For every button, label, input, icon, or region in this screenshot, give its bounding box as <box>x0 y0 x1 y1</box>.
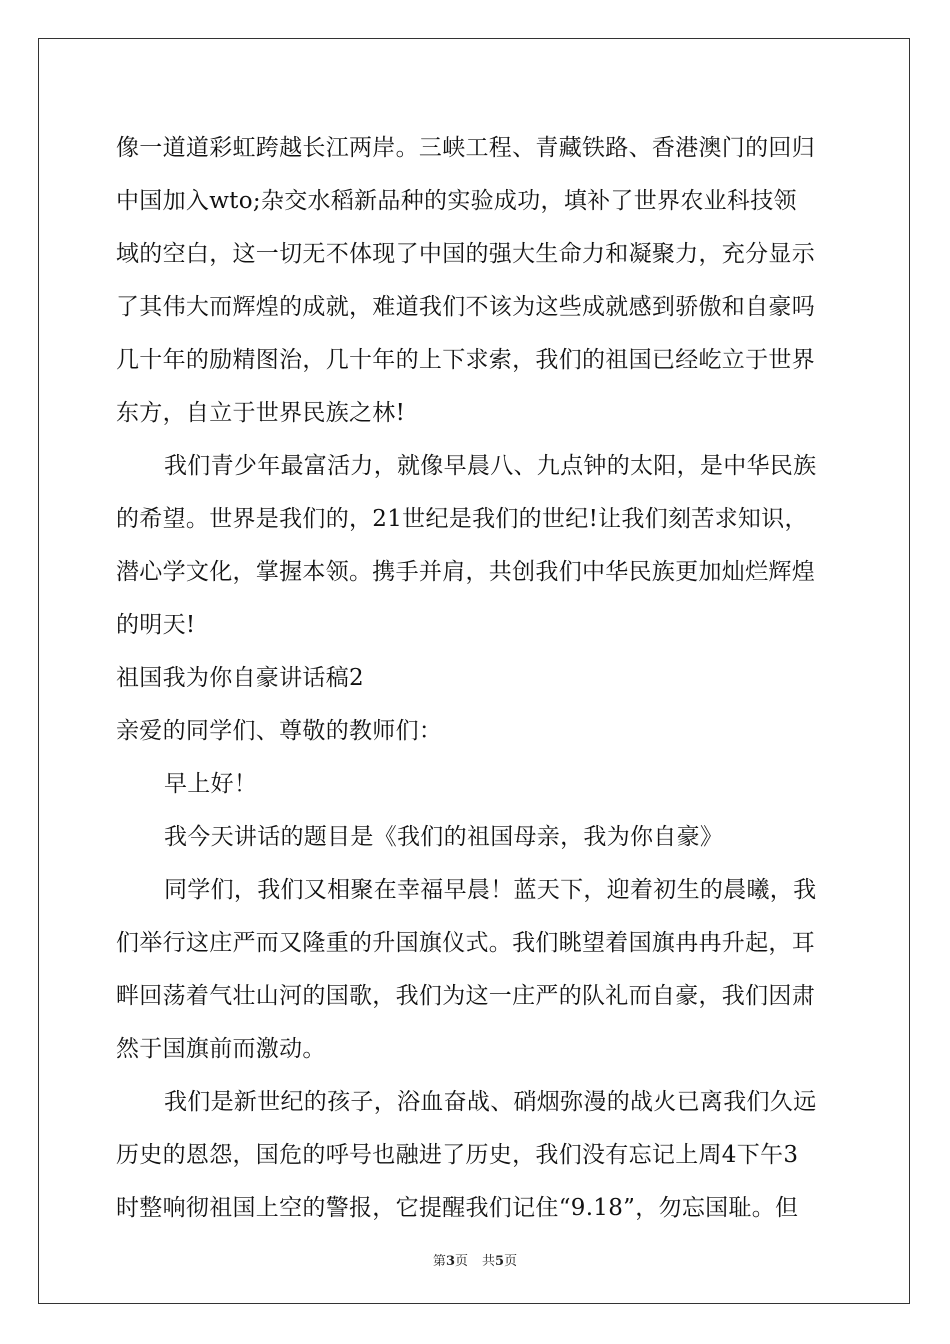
text-line: 们举行这庄严而又隆重的升国旗仪式。我们眺望着国旗冉冉升起，耳 <box>116 930 815 956</box>
page-suffix: 页 <box>454 1254 468 1269</box>
current-page-number: 3 <box>445 1254 455 1269</box>
salutation: 亲爱的同学们、尊敬的教师们： <box>116 718 443 744</box>
text-line: 域的空白，这一切无不体现了中国的强大生命力和凝聚力，充分显示 <box>116 241 815 267</box>
total-page-number: 5 <box>495 1254 505 1269</box>
text-line: 潜心学文化，掌握本领。携手并肩，共创我们中华民族更加灿烂辉煌 <box>116 559 815 585</box>
paragraph-start-line: 同学们，我们又相聚在幸福早晨！蓝天下，迎着初生的晨曦，我 <box>164 877 817 903</box>
text-line: 东方，自立于世界民族之林! <box>116 400 406 426</box>
text-line: 时整响彻祖国上空的警报，它提醒我们记住“9.18”，勿忘国耻。但 <box>116 1195 799 1221</box>
total-suffix: 页 <box>504 1254 518 1269</box>
text-line: 的希望。世界是我们的，21世纪是我们的世纪!让我们刻苦求知识， <box>116 506 808 532</box>
text-line: 几十年的励精图治，几十年的上下求索，我们的祖国已经屹立于世界 <box>116 347 815 373</box>
section-heading: 祖国我为你自豪讲话稿2 <box>116 665 364 691</box>
total-prefix: 共 <box>482 1254 496 1269</box>
text-line: 了其伟大而辉煌的成就，难道我们不该为这些成就感到骄傲和自豪吗 <box>116 294 815 320</box>
page-footer <box>0 1250 950 1269</box>
speech-topic: 我今天讲话的题目是《我们的祖国母亲，我为你自豪》 <box>164 824 724 850</box>
paragraph-start-line: 我们青少年最富活力，就像早晨八、九点钟的太阳，是中华民族 <box>164 453 817 479</box>
document-body <box>116 122 836 1235</box>
text-line: 的明天! <box>116 612 196 638</box>
paragraph-start-line: 我们是新世纪的孩子，浴血奋战、硝烟弥漫的战火已离我们久远 <box>164 1089 817 1115</box>
greeting: 早上好！ <box>164 771 258 797</box>
text-line: 畔回荡着气壮山河的国歌，我们为这一庄严的队礼而自豪，我们因肃 <box>116 983 815 1009</box>
text-line: 历史的恩怨，国危的呼号也融进了历史，我们没有忘记上周4下午3 <box>116 1142 799 1168</box>
text-line: 中国加入wto;杂交水稻新品种的实验成功，填补了世界农业科技领 <box>116 188 797 214</box>
text-line: 像一道道彩虹跨越长江两岸。三峡工程、青藏铁路、香港澳门的回归 <box>116 135 815 161</box>
page-prefix: 第 <box>432 1254 446 1269</box>
text-line: 然于国旗前而激动。 <box>116 1036 326 1062</box>
